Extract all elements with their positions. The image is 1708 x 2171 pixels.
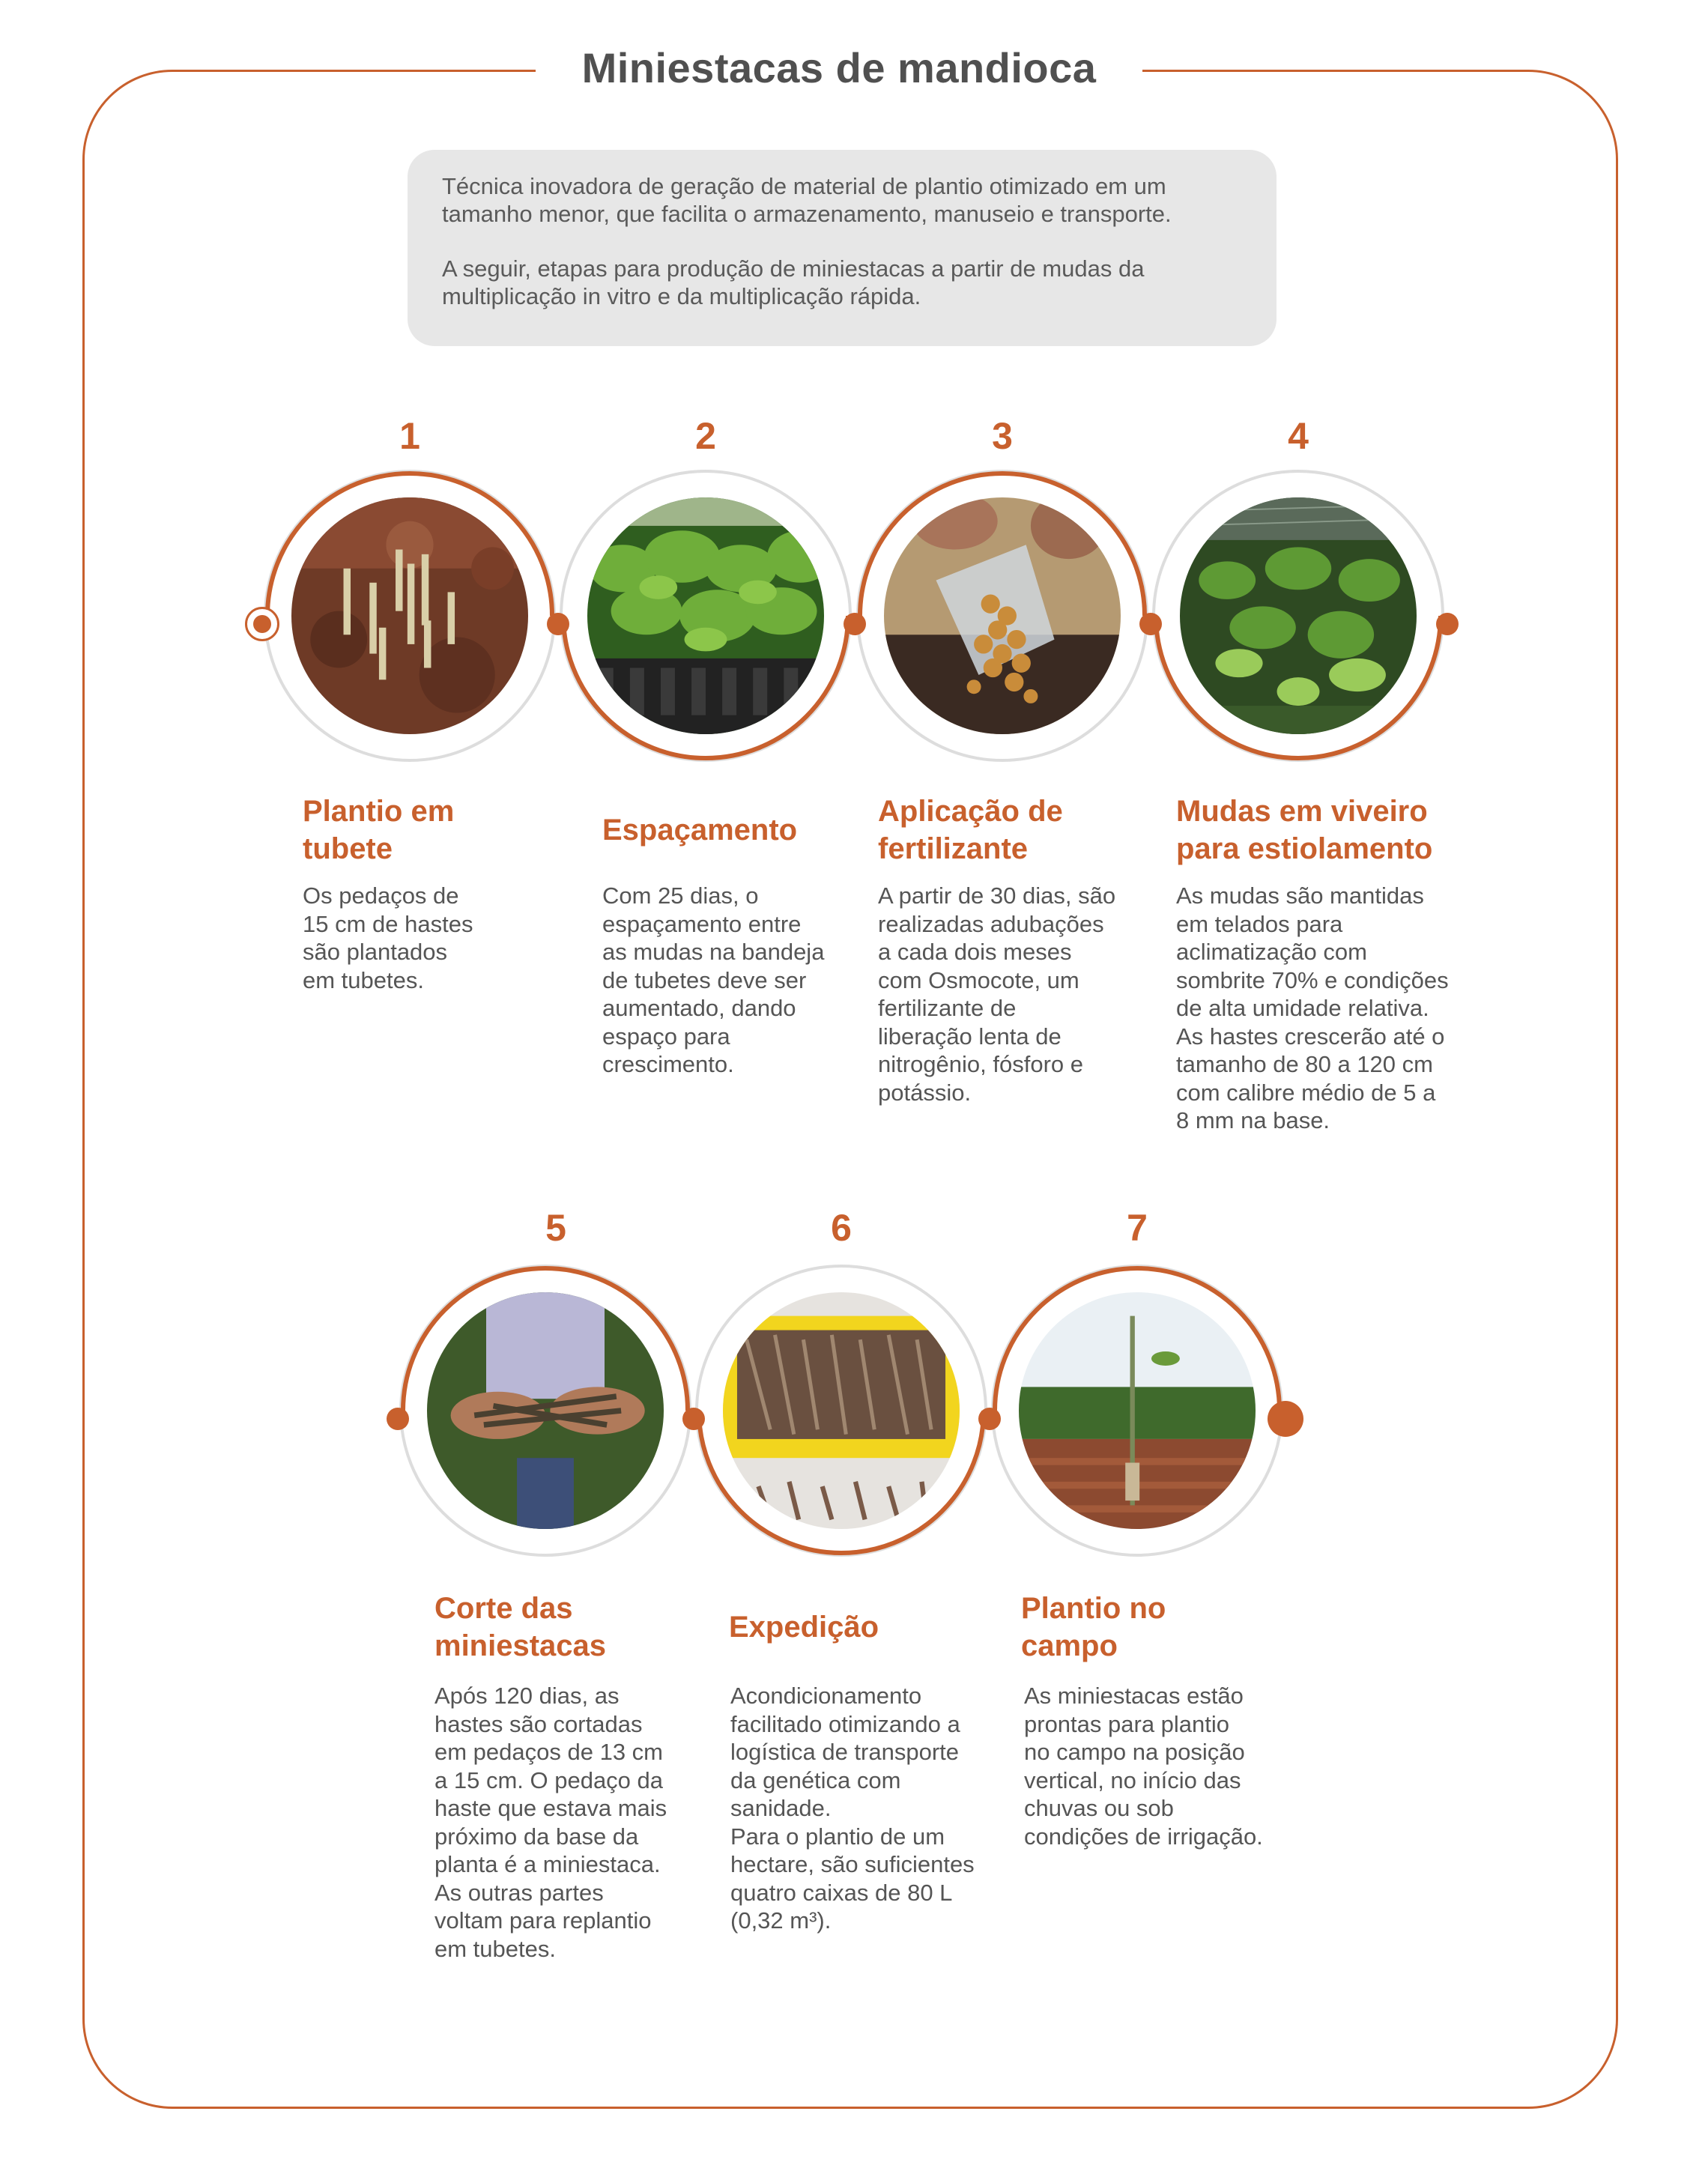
step-7-text: As miniestacas estão prontas para plantio no campo na posição vertical, no início das chuvas ou sob condições de irrigação. [1024, 1683, 1263, 1850]
step-5-title: Corte das miniestacas [434, 1592, 607, 1662]
step-4-photo [1180, 497, 1417, 734]
step-2-circle [560, 470, 852, 762]
step-1-circle [264, 470, 556, 762]
step-5-text: Após 120 dias, as hastes são cortadas em pedaços de 13 cm a 15 cm. O pedaço da haste que estava mais próximo da base da planta é a miniestaca. As outras partes voltam para replantio em tubetes. [434, 1683, 667, 1962]
step-4-title: Mudas em viveiro para estiolamento [1176, 795, 1433, 865]
step-3-circle [856, 470, 1148, 762]
flow-end-dot [1268, 1401, 1303, 1437]
step-1-photo [291, 497, 528, 734]
step-3-photo [884, 497, 1121, 734]
intro-paragraph-1: Técnica inovadora de geração de material de plantio otimizado em um tamanho menor, que facilita o armazenamento, manuseio e transporte. [442, 173, 1172, 227]
seedling-trays-image [587, 497, 824, 734]
step-4-circle [1152, 470, 1444, 762]
step-6-photo [723, 1292, 960, 1529]
flow-dot-5-6 [682, 1408, 705, 1430]
step-5-circle [399, 1265, 691, 1557]
step-5-number: 5 [545, 1207, 566, 1249]
flow-dot-1-2 [547, 613, 569, 635]
step-2-photo [587, 497, 824, 734]
fertilizer-cup-image [884, 497, 1121, 734]
step-3-number: 3 [992, 415, 1013, 457]
box-cuttings-image [723, 1292, 960, 1529]
intro-paragraph-2: A seguir, etapas para produção de miniestacas a partir de mudas da multiplicação in vitro e da multiplicação rápida. [442, 255, 1145, 309]
cuttings-in-soil-image [291, 497, 528, 734]
step-7-title: Plantio no campo [1021, 1592, 1166, 1662]
flow-dot-4-end [1436, 613, 1459, 635]
step-5-photo [427, 1292, 664, 1529]
step-7-photo [1019, 1292, 1256, 1529]
field-cutting-image [1019, 1292, 1256, 1529]
flow-dot-3-4 [1139, 613, 1162, 635]
step-6-title: Expedição [729, 1611, 879, 1644]
intro-box [408, 150, 1277, 346]
step-7-number: 7 [1127, 1207, 1148, 1249]
flow-dot-start-5 [387, 1408, 409, 1430]
step-4-number: 4 [1288, 415, 1309, 457]
step-4-text: As mudas são mantidas em telados para aclimatização com sombrite 70% e condições de alta umidade relativa. As hastes crescerão até o tamanho de 80 a 120 cm com calibre médio de 5 a 8 mm na base. [1176, 882, 1449, 1133]
step-3-title: Aplicação de fertilizante [878, 795, 1063, 865]
step-6-text: Acondicionamento facilitado otimizando a logística de transporte da genética com sanidade. Para o plantio de um hectare, são suficientes quatro caixas de 80 L (0,32 m³). [730, 1683, 975, 1934]
flow-start-dot [245, 607, 279, 641]
page-title: Miniestacas de mandioca [581, 44, 1097, 91]
step-7-circle [991, 1265, 1283, 1557]
step-2-text: Com 25 dias, o espaçamento entre as mudas na bandeja de tubetes deve ser aumentado, dando espaço para crescimento. [602, 882, 825, 1077]
step-1-title: Plantio em tubete [303, 795, 455, 865]
nursery-image [1180, 497, 1417, 734]
step-1-text: Os pedaços de 15 cm de hastes são plantados em tubetes. [303, 882, 473, 993]
step-2-title: Espaçamento [602, 814, 798, 847]
step-6-circle [695, 1265, 987, 1557]
flow-dot-2-3 [844, 613, 866, 635]
step-2-number: 2 [695, 415, 716, 457]
step-6-number: 6 [831, 1207, 852, 1249]
flow-dot-6-7 [978, 1408, 1001, 1430]
hands-cuttings-image [427, 1292, 664, 1529]
step-3-text: A partir de 30 dias, são realizadas adubações a cada dois meses com Osmocote, um fertilizante de liberação lenta de nitrogênio, fósforo e potássio. [878, 882, 1116, 1106]
step-1-number: 1 [399, 415, 420, 457]
